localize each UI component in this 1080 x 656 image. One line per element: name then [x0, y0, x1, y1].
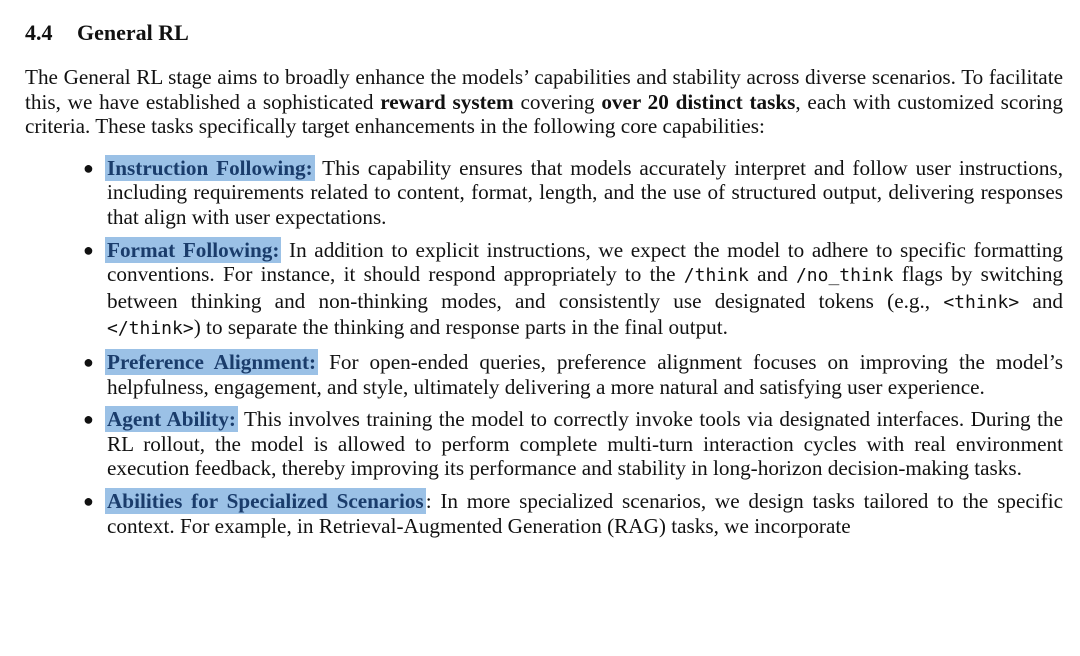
- item-description: This involves training the model to correctly invoke tools via designated interfaces. During the RL rollout, the model is allowed to perform complete multi-turn interaction cycles with real environment execution feedback, thereby improving its performance and stability in long-horizon decision-making tasks.: [107, 407, 1063, 481]
- list-item-instruction-following: [25, 156, 1063, 230]
- code-think-close-token: </think>: [107, 318, 194, 340]
- highlighted-term: Abilities for Specialized Scenarios: [107, 488, 424, 513]
- capabilities-list: [25, 156, 1063, 538]
- bullet-icon: ●: [83, 157, 94, 178]
- item-description: and: [748, 262, 796, 287]
- list-item-specialized-scenarios: [25, 489, 1063, 538]
- item-description: and: [1019, 288, 1064, 313]
- item-description: This capability ensures that models accurately interpret and follow user instructions, including requirements related to content, format, length, and the use of structured output, delivering responses that align with user expectations.: [107, 155, 1063, 229]
- item-description: flags by switching between thinking and non-thinking modes, and consistently use designated tokens (e.g.,: [107, 262, 1064, 313]
- bullet-icon: ●: [83, 351, 94, 372]
- code-no-think-flag: /no_think: [795, 265, 894, 287]
- section-number: 4.4: [25, 20, 53, 45]
- highlighted-term: Preference Alignment:: [107, 349, 317, 374]
- intro-bold-reward-system: reward system: [380, 89, 514, 114]
- list-item-format-following: [25, 238, 1063, 342]
- highlighted-term: Instruction Following:: [107, 155, 313, 180]
- section-heading: [25, 18, 1063, 48]
- list-item-preference-alignment: [25, 350, 1063, 399]
- item-description: In addition to explicit instructions, we expect the model to adhere to specific formatting conventions. For instance, it should respond appropriately to the: [107, 237, 1063, 287]
- item-description: ) to separate the thinking and response parts in the final output.: [193, 315, 728, 340]
- intro-text-1: The General RL stage aims to broadly enhance the models’ capabilities and stability across diverse scenarios. To facilitate this, we have established a sophisticated: [25, 65, 1063, 114]
- paper-page: [25, 18, 1063, 546]
- intro-bold-tasks: over 20 distinct tasks: [601, 89, 796, 114]
- item-description: For open-ended queries, preference alignment focuses on improving the model’s helpfulness, engagement, and style, ultimately delivering a more natural and satisfying user experience.: [107, 349, 1064, 399]
- bullet-icon: ●: [83, 239, 94, 260]
- highlighted-term: Agent Ability:: [107, 407, 236, 432]
- bullet-icon: ●: [83, 409, 94, 430]
- code-think-flag: /think: [683, 265, 749, 287]
- highlighted-term: Format Following:: [107, 237, 280, 262]
- list-item-agent-ability: [25, 407, 1063, 481]
- code-think-open-token: <think>: [943, 291, 1020, 313]
- bullet-icon: ●: [83, 490, 94, 511]
- section-title: General RL: [77, 20, 189, 45]
- intro-paragraph: [25, 65, 1063, 139]
- intro-text-2: covering: [513, 89, 602, 114]
- item-description: : In more specialized scenarios, we design tasks tailored to the specific context. For example, in Retrieval-Augmented Generation (RAG) tasks, we incorporate: [107, 488, 1063, 538]
- intro-text-3: , each with customized scoring criteria. These tasks specifically target enhancements in the following core capabilities:: [25, 89, 1063, 139]
